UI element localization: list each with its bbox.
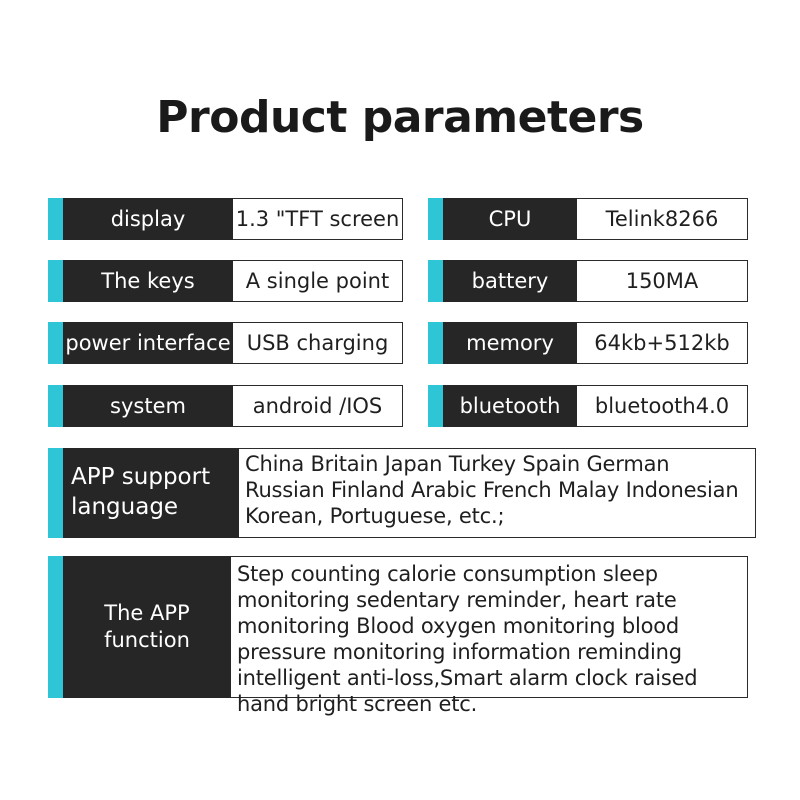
- param-value: 1.3 "TFT screen: [233, 198, 403, 240]
- param-value: 64kb+512kb: [577, 322, 748, 364]
- param-label: memory: [443, 322, 577, 364]
- param-row-app-language: [48, 448, 748, 538]
- label-line: The APP: [104, 600, 190, 625]
- param-label: battery: [443, 260, 577, 302]
- accent-bar: [428, 260, 443, 302]
- accent-bar: [48, 556, 63, 698]
- param-row-memory: [428, 322, 748, 364]
- param-row-app-function: [48, 556, 748, 716]
- param-row-battery: [428, 260, 748, 302]
- accent-bar: [48, 322, 63, 364]
- accent-bar: [48, 260, 63, 302]
- param-row-bluetooth: [428, 385, 748, 427]
- param-value: android /IOS: [233, 385, 403, 427]
- accent-bar: [48, 448, 63, 538]
- param-row-cpu: [428, 198, 748, 240]
- param-label: power interface: [63, 322, 233, 364]
- page-title: Product parameters: [156, 92, 644, 143]
- accent-bar: [48, 198, 63, 240]
- param-value: China Britain Japan Turkey Spain German Russian Finland Arabic French Malay Indonesian Korean, Portuguese, etc.;: [239, 448, 756, 538]
- param-value: bluetooth4.0: [577, 385, 748, 427]
- param-row-keys: [48, 260, 403, 302]
- param-label: [63, 448, 239, 538]
- accent-bar: [48, 385, 63, 427]
- param-value: 150MA: [577, 260, 748, 302]
- param-value: Telink8266: [577, 198, 748, 240]
- accent-bar: [428, 385, 443, 427]
- accent-bar: [428, 198, 443, 240]
- param-label: bluetooth: [443, 385, 577, 427]
- param-row-display: [48, 198, 403, 240]
- param-label: The keys: [63, 260, 233, 302]
- label-line: function: [104, 628, 190, 652]
- param-value: A single point: [233, 260, 403, 302]
- label-line: APP support: [71, 464, 211, 491]
- accent-bar: [428, 322, 443, 364]
- param-row-system: [48, 385, 403, 427]
- param-label: display: [63, 198, 233, 240]
- param-label: system: [63, 385, 233, 427]
- param-label: CPU: [443, 198, 577, 240]
- param-row-power-interface: [48, 322, 403, 364]
- param-label: [63, 556, 231, 698]
- label-line: language: [71, 494, 179, 520]
- param-value: USB charging: [233, 322, 403, 364]
- param-value: Step counting calorie consumption sleep monitoring sedentary reminder, heart rate monitoring Blood oxygen monitoring blood pressure monitoring information reminding intelligent anti-loss,Smart alarm clock raised hand bright screen etc.: [231, 556, 748, 698]
